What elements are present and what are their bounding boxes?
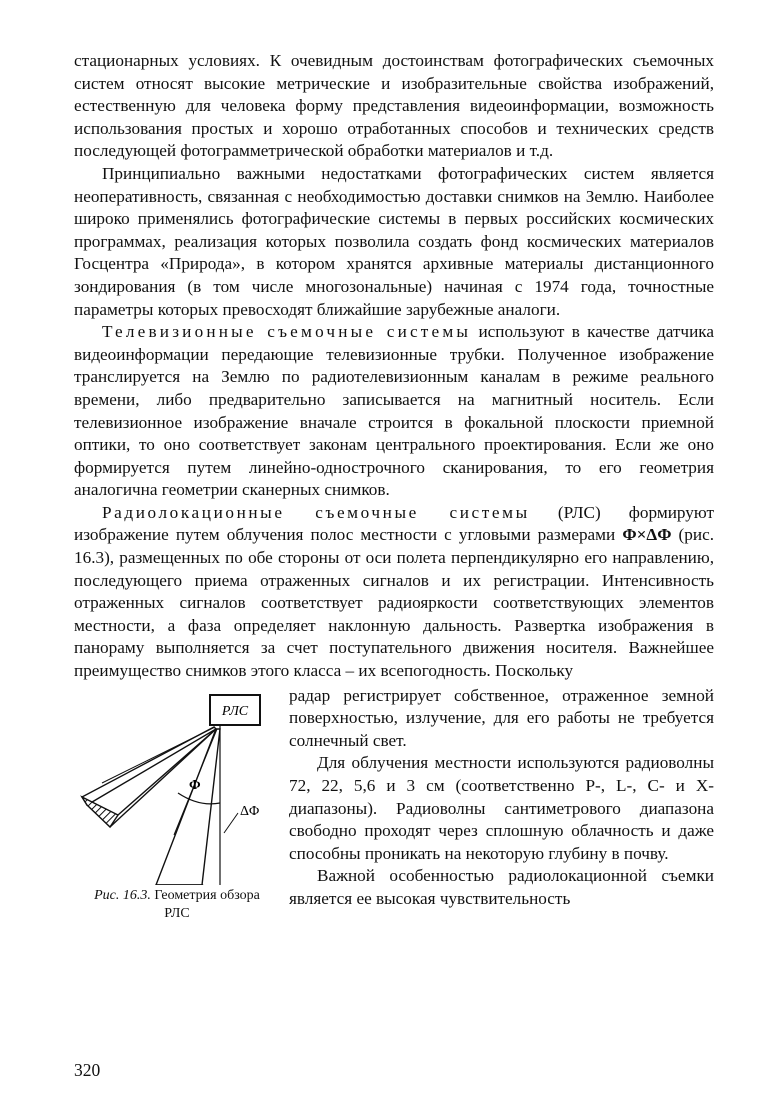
figure-radar-geometry bbox=[74, 685, 279, 925]
page-number: 320 bbox=[74, 1060, 101, 1080]
paragraph-4-continued: радар регистрирует собственное, отраженное земной поверхностью, излучение, для его работы не требуется солнечный свет. bbox=[289, 685, 714, 750]
paragraph-5: Для облучения местности используются радиоволны 72, 22, 5,6 и 3 см (соответственно P-, L-, C- и X-диапазоны). Радиоволны сантиметрового диапазона свободно проходят через сплошную облачность и даже способны проникать на некоторую глубину в почву. bbox=[289, 753, 714, 863]
radar-geometry-diagram bbox=[74, 685, 279, 885]
radar-box-label: РЛС bbox=[221, 703, 249, 719]
term-radar-systems: Радиолокационные съемочные системы bbox=[102, 502, 530, 522]
paragraph-6: Важной особенностью радиолокационной съемки является ее высокая чувствительность bbox=[289, 866, 714, 908]
left-footprint bbox=[82, 797, 118, 827]
figure-block bbox=[74, 685, 714, 925]
figure-caption-text: Геометрия обзора РЛС bbox=[150, 887, 260, 921]
paragraph-2: Принципиально важными недостатками фотографических систем является неоперативность, связанная с необходимостью доставки снимков на Землю. Наиболее широко применялись фотографические системы в первых российских космических программах, реализация которых позволила создать фонд космических материалов Госцентра «Природа», в котором хранятся архивные материалы дистанционного зондирования (в том числе многозональные) начиная с 1974 года, точностные параметры которых превосходят ближайшие зарубежные аналоги. bbox=[74, 163, 714, 319]
paragraph-4-text-a: (РЛС) формируют изображение путем облучения полос местности с угловыми размерами bbox=[74, 502, 714, 545]
paragraph-4 bbox=[74, 502, 714, 683]
dphi-leader bbox=[224, 813, 238, 833]
term-tv-systems: Телевизионные съемочные системы bbox=[102, 322, 472, 342]
paragraph-3 bbox=[74, 321, 714, 502]
figure-side-text bbox=[289, 685, 714, 911]
dphi-label: ΔΦ bbox=[240, 803, 260, 819]
paragraph-3-text: используют в качестве датчика видеоинформации передающие телевизионные трубки. Полученное изображение транслируется на Землю по радиотелевизионным каналам в режиме реального времени, либо предварительно записывается на магнитный носитель. Если телевизионное изображение вначале строится в фокальной плоскости приемной оптики, то оно соответствует законам центрального проектирования. Если же оно формируется путем линейно-однострочного сканирования, то его геометрия аналогична геометрии сканерных снимков. bbox=[74, 322, 714, 500]
phi-label: Φ bbox=[189, 777, 201, 793]
paragraph-4-text-b: (рис. 16.3), размещенных по обе стороны от оси полета перпендикулярно его направлению, последующего приема отраженных сигналов и их регистрации. Интенсивность отраженных сигналов соответствует радиояркости соответствующих элементов местности, а фаза определяет наклонную дальность. Развертка изображения в панораму выполняется за счет поступательного движения носителя. Важнейшее преимущество снимков этого класса – их всепогодность. Поскольку bbox=[74, 525, 714, 681]
figure-number: Рис. 16.3. bbox=[94, 887, 151, 903]
paragraph-1: стационарных условиях. К очевидным достоинствам фотографических съемочных систем относят высокие метрические и изобразительные свойства изображений, естественную для человека форму представления видеоинформации, возможность использования простых и хорошо отработанных способов и технических средств последующей фотограмметрической обработки материалов и т.д. bbox=[74, 51, 714, 161]
page-content bbox=[74, 50, 714, 925]
figure-caption bbox=[82, 887, 272, 923]
formula-phi-dphi: Φ×ΔΦ bbox=[622, 525, 672, 545]
